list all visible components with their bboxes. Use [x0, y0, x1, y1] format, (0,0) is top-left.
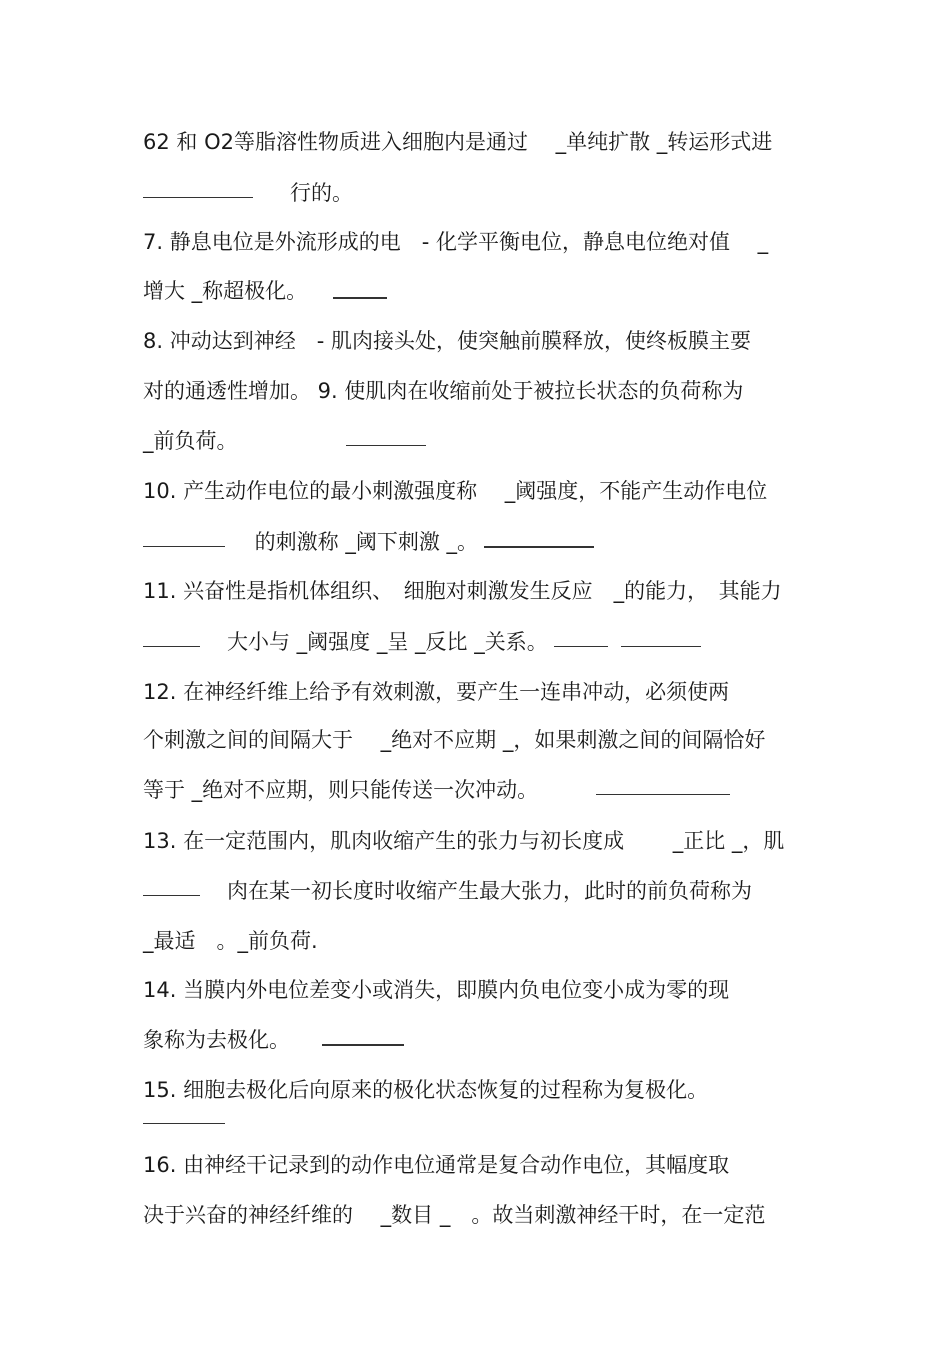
text-line-3: 7. 静息电位是外流形成的电 - 化学平衡电位，静息电位绝对值 _: [143, 230, 769, 254]
text-line-21: 16. 由神经干记录到的动作电位通常是复合动作电位，其幅度取: [143, 1153, 730, 1177]
blank-underline: [484, 546, 594, 548]
blank-underline: [143, 646, 200, 647]
text-line-8: 10. 产生动作电位的最小刺激强度称 _阈强度，不能产生动作电位: [143, 479, 768, 503]
blank-underline: [143, 1123, 225, 1124]
text-line-9: 的刺激称 _阈下刺激 _。: [143, 530, 479, 554]
text-line-18: 14. 当膜内外电位差变小或消失，即膜内负电位变小成为零的现: [143, 978, 730, 1002]
text-line-14: 等于 _绝对不应期，则只能传送一次冲动。: [143, 778, 539, 802]
text-line-20: 15. 细胞去极化后向原来的极化状态恢复的过程称为复极化。: [143, 1078, 709, 1102]
text-line-19: 象称为去极化。: [143, 1028, 290, 1052]
text-line-2: 行的。: [143, 181, 353, 205]
text-line-17: _最适 。_前负荷.: [143, 929, 318, 953]
text-line-5: 8. 冲动达到神经 - 肌肉接头处，使突触前膜释放，使终板膜主要: [143, 329, 751, 353]
blank-underline: [143, 895, 200, 896]
blank-underline: [143, 546, 225, 547]
text-line-11: 大小与 _阈强度 _呈 _反比 _关系。: [143, 630, 548, 654]
text-line-10: 11. 兴奋性是指机体组织、 细胞对刺激发生反应 _的能力， 其能力: [143, 579, 782, 603]
blank-underline: [143, 197, 253, 198]
blank-underline: [333, 297, 387, 299]
text-line-1: 62 和 O2等脂溶性物质进入细胞内是通过 _单纯扩散 _转运形式进: [143, 130, 773, 154]
blank-underline: [346, 445, 426, 446]
text-line-22: 决于兴奋的神经纤维的 _数目 _ 。故当刺激神经干时，在一定范: [143, 1203, 766, 1227]
text-line-12: 12. 在神经纤维上给予有效刺激，要产生一连串冲动，必须使两: [143, 680, 730, 704]
text-line-4: 增大 _称超极化。: [143, 279, 308, 303]
blank-underline: [322, 1044, 404, 1046]
text-line-13: 个刺激之间的间隔大于 _绝对不应期 _，如果刺激之间的间隔恰好: [143, 728, 766, 752]
blank-underline: [621, 646, 701, 647]
text-line-7: _前负荷。: [143, 429, 238, 453]
text-line-6: 对的通透性增加。 9. 使肌肉在收缩前处于被拉长状态的负荷称为: [143, 379, 744, 403]
blank-underline: [596, 794, 730, 795]
text-line-16: 肉在某一初长度时收缩产生最大张力，此时的前负荷称为: [143, 879, 752, 903]
blank-underline: [554, 646, 608, 647]
text-line-15: 13. 在一定范围内，肌肉收缩产生的张力与初长度成 _正比 _，肌: [143, 829, 785, 853]
